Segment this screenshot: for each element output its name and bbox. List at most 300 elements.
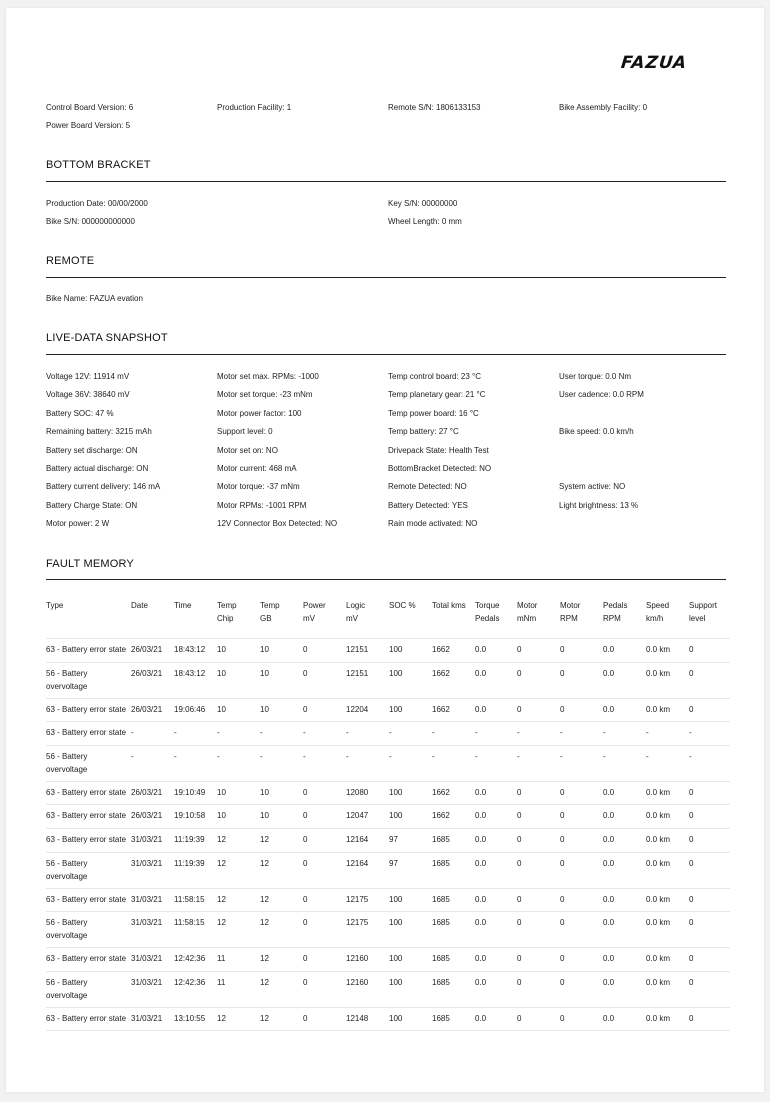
live-data-item: Voltage 36V: 38640 mV: [46, 390, 130, 400]
table-cell: 31/03/21: [131, 948, 174, 972]
table-cell: 0.0: [475, 971, 517, 1007]
live-data-item: Light brightness: 13 %: [559, 500, 639, 510]
column-header: [689, 595, 730, 639]
table-cell: -: [560, 722, 603, 746]
table-cell: 0.0 km: [646, 828, 689, 852]
table-cell: 0.0: [475, 639, 517, 663]
table-row: [46, 971, 730, 1007]
table-cell: 0: [689, 888, 730, 912]
header-info-item: Control Board Version: 6: [46, 103, 134, 112]
column-header-line: GB: [260, 613, 272, 623]
table-cell: 12:42:36: [174, 948, 217, 972]
live-data-item: Remaining battery: 3215 mAh: [46, 427, 152, 437]
table-cell: 12204: [346, 698, 389, 722]
bottom-bracket-item: [559, 213, 730, 231]
header-info-item: Production Facility: 1: [217, 103, 292, 112]
section-divider: [46, 579, 726, 580]
column-header-line: Speed: [646, 601, 670, 610]
table-cell: 1685: [432, 828, 475, 852]
header-info-item: [217, 117, 388, 135]
table-cell: 0.0: [475, 948, 517, 972]
table-cell: 10: [217, 662, 260, 698]
table-cell: 12: [260, 852, 303, 888]
table-cell: 97: [389, 852, 432, 888]
live-data-item: User torque: 0.0 Nm: [559, 372, 632, 381]
table-cell: -: [560, 745, 603, 781]
column-header-line: level: [689, 613, 706, 623]
fault-memory-table: [46, 595, 730, 1031]
live-data-item: Temp power board: 16 °C: [388, 408, 479, 418]
fault-type-line: 56 - Battery: [46, 977, 88, 987]
fault-type-cell: [46, 948, 131, 972]
live-data-item: Battery current delivery: 146 mA: [46, 482, 161, 492]
table-cell: 0.0: [475, 888, 517, 912]
column-header: [475, 595, 517, 639]
table-row: [46, 1007, 730, 1031]
table-cell: -: [432, 745, 475, 781]
fault-type-line: 63 - Battery error state: [46, 811, 127, 821]
bottom-bracket-item: [559, 195, 730, 213]
table-cell: 1685: [432, 948, 475, 972]
table-cell: 0.0 km: [646, 948, 689, 972]
table-cell: 0: [517, 781, 560, 805]
table-header-row: [46, 595, 730, 639]
table-cell: 12: [260, 971, 303, 1007]
table-row: [46, 852, 730, 888]
live-data-item: Remote Detected: NO: [388, 482, 467, 492]
section-divider: [46, 354, 726, 355]
section-title-remote: REMOTE: [46, 255, 95, 267]
table-cell: 0: [560, 781, 603, 805]
table-cell: 12: [217, 1007, 260, 1031]
table-cell: -: [389, 745, 432, 781]
table-cell: 12: [260, 948, 303, 972]
table-cell: 100: [389, 971, 432, 1007]
table-cell: 0.0: [603, 852, 646, 888]
live-data-item: System active: NO: [559, 482, 626, 492]
table-cell: 12: [217, 828, 260, 852]
table-cell: 100: [389, 912, 432, 948]
table-row: [46, 639, 730, 663]
column-header: [217, 595, 260, 639]
fault-type-line: overvoltage: [46, 681, 88, 691]
table-cell: 0.0: [603, 639, 646, 663]
fault-type-cell: [46, 745, 131, 781]
table-cell: 10: [217, 639, 260, 663]
table-cell: 12: [217, 912, 260, 948]
remote-item: [388, 290, 559, 308]
table-cell: 0: [689, 971, 730, 1007]
remote-item: [559, 290, 730, 308]
table-cell: 0.0: [603, 828, 646, 852]
column-header-line: Motor: [517, 601, 538, 610]
column-header-line: mV: [346, 613, 358, 623]
table-cell: 0: [560, 698, 603, 722]
fault-type-cell: [46, 805, 131, 829]
table-row: [46, 745, 730, 781]
live-data-item: [559, 405, 730, 423]
column-header: [131, 595, 174, 639]
table-cell: 11:19:39: [174, 852, 217, 888]
table-cell: 0: [517, 888, 560, 912]
column-header-line: RPM: [603, 613, 621, 623]
column-header-line: Motor: [560, 601, 581, 610]
bottom-bracket-item: Bike S/N: 000000000000: [46, 217, 135, 227]
live-data-item: Battery Detected: YES: [388, 500, 468, 510]
live-data-item: Motor set on: NO: [217, 445, 278, 455]
table-cell: -: [217, 745, 260, 781]
fault-type-cell: [46, 971, 131, 1007]
fault-type-line: 56 - Battery: [46, 918, 88, 928]
table-cell: 1685: [432, 912, 475, 948]
table-cell: -: [260, 745, 303, 781]
table-cell: 0.0: [603, 912, 646, 948]
table-cell: 0: [303, 805, 346, 829]
table-cell: -: [217, 722, 260, 746]
table-cell: 0: [303, 888, 346, 912]
table-row: [46, 912, 730, 948]
table-cell: 0: [303, 662, 346, 698]
table-cell: 0: [303, 698, 346, 722]
column-header-line: km/h: [646, 613, 664, 623]
table-row: [46, 828, 730, 852]
column-header-line: Pedals: [475, 613, 500, 623]
table-cell: 0.0 km: [646, 639, 689, 663]
table-cell: -: [689, 745, 730, 781]
table-cell: 1685: [432, 852, 475, 888]
column-header-line: Torque: [475, 601, 500, 610]
table-cell: -: [432, 722, 475, 746]
table-cell: 10: [260, 662, 303, 698]
live-data-item: [559, 515, 730, 533]
table-cell: 12175: [346, 912, 389, 948]
column-header-line: Power: [303, 601, 326, 610]
table-cell: 0: [303, 852, 346, 888]
table-cell: -: [303, 745, 346, 781]
table-row: [46, 781, 730, 805]
column-header-line: Time: [174, 601, 192, 610]
fault-type-cell: [46, 639, 131, 663]
fault-type-line: 63 - Battery error state: [46, 894, 127, 904]
table-cell: 0: [303, 971, 346, 1007]
live-data-item: Motor set torque: -23 mNm: [217, 390, 313, 400]
table-cell: 1662: [432, 781, 475, 805]
table-cell: -: [131, 722, 174, 746]
table-cell: 0.0: [475, 852, 517, 888]
remote-info: [46, 290, 730, 308]
section-title-bottom-bracket: BOTTOM BRACKET: [46, 159, 151, 171]
column-header-line: Support: [689, 601, 718, 610]
table-cell: 0.0: [475, 781, 517, 805]
table-cell: 1685: [432, 888, 475, 912]
table-cell: -: [475, 722, 517, 746]
column-header: [174, 595, 217, 639]
table-cell: 0.0: [475, 828, 517, 852]
table-cell: -: [174, 745, 217, 781]
table-cell: -: [174, 722, 217, 746]
table-cell: 12160: [346, 948, 389, 972]
table-cell: 18:43:12: [174, 639, 217, 663]
table-cell: 0.0 km: [646, 888, 689, 912]
table-cell: 12148: [346, 1007, 389, 1031]
column-header: [260, 595, 303, 639]
table-cell: 0: [517, 639, 560, 663]
bottom-bracket-item: [217, 195, 388, 213]
column-header: [517, 595, 560, 639]
table-cell: 19:06:46: [174, 698, 217, 722]
live-data-item: Motor RPMs: -1001 RPM: [217, 500, 307, 510]
section-title-live-data: LIVE-DATA SNAPSHOT: [46, 332, 168, 344]
section-divider: [46, 181, 726, 182]
table-cell: 0: [560, 948, 603, 972]
table-cell: 100: [389, 888, 432, 912]
fault-type-cell: [46, 722, 131, 746]
table-cell: 0: [517, 852, 560, 888]
table-cell: 31/03/21: [131, 971, 174, 1007]
fault-type-line: overvoltage: [46, 764, 88, 774]
live-data-item: [559, 442, 730, 460]
table-cell: -: [646, 722, 689, 746]
live-data-item: Drivepack State: Health Test: [388, 445, 489, 455]
table-cell: 0: [517, 971, 560, 1007]
table-cell: 0.0 km: [646, 781, 689, 805]
table-cell: 0: [689, 639, 730, 663]
fault-type-line: 56 - Battery: [46, 668, 88, 678]
table-cell: 100: [389, 948, 432, 972]
column-header-line: mV: [303, 613, 315, 623]
table-cell: 0.0 km: [646, 852, 689, 888]
table-cell: 0.0 km: [646, 662, 689, 698]
table-cell: 12: [260, 828, 303, 852]
table-cell: 12151: [346, 662, 389, 698]
live-data-item: Motor torque: -37 mNm: [217, 482, 300, 492]
table-cell: 31/03/21: [131, 1007, 174, 1031]
remote-item: [217, 290, 388, 308]
table-cell: 100: [389, 662, 432, 698]
live-data-item: [559, 460, 730, 478]
table-cell: 11:19:39: [174, 828, 217, 852]
live-data-item: Motor set max. RPMs: -1000: [217, 372, 319, 381]
table-cell: 0.0: [603, 948, 646, 972]
table-cell: 0: [560, 1007, 603, 1031]
table-cell: 12047: [346, 805, 389, 829]
column-header-line: mNm: [517, 613, 537, 623]
column-header-line: SOC %: [389, 601, 416, 610]
section-title-fault-memory: FAULT MEMORY: [46, 558, 134, 570]
table-cell: 0: [303, 828, 346, 852]
fault-type-line: 63 - Battery error state: [46, 728, 127, 738]
fault-type-line: overvoltage: [46, 990, 88, 1000]
table-cell: 0: [560, 828, 603, 852]
column-header-line: Chip: [217, 613, 234, 623]
table-cell: 0.0: [603, 1007, 646, 1031]
table-cell: 0: [689, 912, 730, 948]
table-cell: 12: [260, 912, 303, 948]
table-cell: 12080: [346, 781, 389, 805]
table-cell: 0.0: [603, 888, 646, 912]
table-cell: 0: [303, 948, 346, 972]
report-page: [6, 8, 764, 1092]
bottom-bracket-item: [217, 213, 388, 231]
table-cell: 0.0 km: [646, 805, 689, 829]
table-cell: -: [517, 745, 560, 781]
table-cell: 0: [560, 662, 603, 698]
column-header-line: RPM: [560, 613, 578, 623]
table-row: [46, 662, 730, 698]
live-data-item: Temp battery: 27 °C: [388, 427, 459, 437]
table-cell: -: [475, 745, 517, 781]
table-cell: 11:58:15: [174, 888, 217, 912]
table-cell: 1662: [432, 639, 475, 663]
table-cell: 10: [260, 781, 303, 805]
section-divider: [46, 277, 726, 278]
table-cell: -: [131, 745, 174, 781]
column-header-line: Total kms: [432, 601, 466, 610]
fault-type-line: overvoltage: [46, 871, 88, 881]
table-cell: 26/03/21: [131, 662, 174, 698]
table-row: [46, 722, 730, 746]
live-data-item: BottomBracket Detected: NO: [388, 463, 492, 473]
table-cell: 10: [260, 698, 303, 722]
table-cell: 26/03/21: [131, 639, 174, 663]
fault-type-line: overvoltage: [46, 931, 88, 941]
table-cell: 0: [689, 805, 730, 829]
table-cell: 26/03/21: [131, 805, 174, 829]
table-cell: 0.0 km: [646, 912, 689, 948]
header-info-item: Power Board Version: 5: [46, 121, 131, 131]
column-header: [303, 595, 346, 639]
fault-type-line: 63 - Battery error state: [46, 704, 127, 714]
fault-type-cell: [46, 888, 131, 912]
bottom-bracket-item: Production Date: 00/00/2000: [46, 199, 148, 208]
table-cell: 0: [303, 912, 346, 948]
column-header-line: Date: [131, 601, 148, 610]
fault-type-line: 63 - Battery error state: [46, 1013, 127, 1023]
table-cell: 1662: [432, 662, 475, 698]
bottom-bracket-item: Wheel Length: 0 mm: [388, 217, 462, 227]
table-cell: 1662: [432, 805, 475, 829]
column-header-line: Logic: [346, 601, 366, 610]
table-cell: 11: [217, 948, 260, 972]
table-cell: 0.0 km: [646, 971, 689, 1007]
table-cell: -: [389, 722, 432, 746]
table-cell: 31/03/21: [131, 912, 174, 948]
table-cell: -: [260, 722, 303, 746]
table-cell: 97: [389, 828, 432, 852]
table-cell: 10: [260, 805, 303, 829]
table-cell: 10: [217, 698, 260, 722]
live-data-item: User cadence: 0.0 RPM: [559, 390, 644, 400]
table-cell: 0: [689, 698, 730, 722]
table-cell: 100: [389, 639, 432, 663]
remote-item: Bike Name: FAZUA evation: [46, 294, 143, 303]
live-data-item: Temp control board: 23 °C: [388, 372, 482, 381]
table-cell: 0: [689, 852, 730, 888]
live-data-item: Battery Charge State: ON: [46, 500, 138, 510]
column-header-line: Pedals: [603, 601, 628, 610]
table-cell: 18:43:12: [174, 662, 217, 698]
header-info-item: [559, 117, 730, 135]
table-cell: -: [346, 722, 389, 746]
table-cell: 11: [217, 971, 260, 1007]
table-cell: 0: [689, 662, 730, 698]
table-cell: 10: [260, 639, 303, 663]
table-cell: 0: [303, 781, 346, 805]
table-cell: -: [689, 722, 730, 746]
table-cell: 0.0: [475, 912, 517, 948]
table-cell: 1662: [432, 698, 475, 722]
column-header-line: Temp: [217, 601, 237, 610]
table-cell: 12151: [346, 639, 389, 663]
fault-type-cell: [46, 698, 131, 722]
column-header: [603, 595, 646, 639]
bottom-bracket-info: [46, 195, 730, 232]
live-data-item: Bike speed: 0.0 km/h: [559, 427, 634, 437]
live-data-item: Battery actual discharge: ON: [46, 463, 149, 473]
table-cell: 0: [517, 662, 560, 698]
table-cell: 1685: [432, 971, 475, 1007]
column-header-line: Type: [46, 601, 64, 610]
column-header: [346, 595, 389, 639]
table-cell: 100: [389, 1007, 432, 1031]
table-cell: 12: [217, 888, 260, 912]
column-header-line: Temp: [260, 601, 280, 610]
fault-type-cell: [46, 781, 131, 805]
table-cell: 12175: [346, 888, 389, 912]
table-cell: 0: [689, 781, 730, 805]
table-cell: 0: [303, 1007, 346, 1031]
column-header: [560, 595, 603, 639]
table-cell: 19:10:49: [174, 781, 217, 805]
table-cell: -: [346, 745, 389, 781]
table-cell: 1685: [432, 1007, 475, 1031]
fault-type-line: 63 - Battery error state: [46, 954, 127, 964]
table-cell: 0: [517, 948, 560, 972]
table-cell: 12164: [346, 828, 389, 852]
table-cell: 13:10:55: [174, 1007, 217, 1031]
table-cell: -: [646, 745, 689, 781]
table-cell: 0: [560, 639, 603, 663]
live-data-item: Motor power: 2 W: [46, 519, 110, 529]
header-info-item: [388, 117, 559, 135]
table-cell: -: [603, 745, 646, 781]
fault-type-line: 63 - Battery error state: [46, 834, 127, 844]
table-row: [46, 888, 730, 912]
table-cell: -: [517, 722, 560, 746]
live-data-item: Temp planetary gear: 21 °C: [388, 390, 486, 400]
table-cell: 0: [689, 948, 730, 972]
table-cell: 0: [517, 828, 560, 852]
table-cell: 10: [217, 805, 260, 829]
table-cell: 0: [560, 912, 603, 948]
table-cell: 0.0: [475, 698, 517, 722]
column-header: [646, 595, 689, 639]
bottom-bracket-item: Key S/N: 00000000: [388, 199, 458, 208]
table-cell: 0.0: [603, 781, 646, 805]
table-cell: -: [603, 722, 646, 746]
table-cell: 0.0: [475, 1007, 517, 1031]
table-cell: 19:10:58: [174, 805, 217, 829]
fault-type-line: 56 - Battery: [46, 751, 88, 761]
table-cell: 31/03/21: [131, 852, 174, 888]
table-cell: 0.0: [603, 662, 646, 698]
table-cell: 10: [217, 781, 260, 805]
fazua-logo: FAZUA: [619, 53, 689, 73]
table-cell: 0: [303, 639, 346, 663]
column-header: [46, 595, 131, 639]
fault-type-cell: [46, 828, 131, 852]
column-header: [389, 595, 432, 639]
